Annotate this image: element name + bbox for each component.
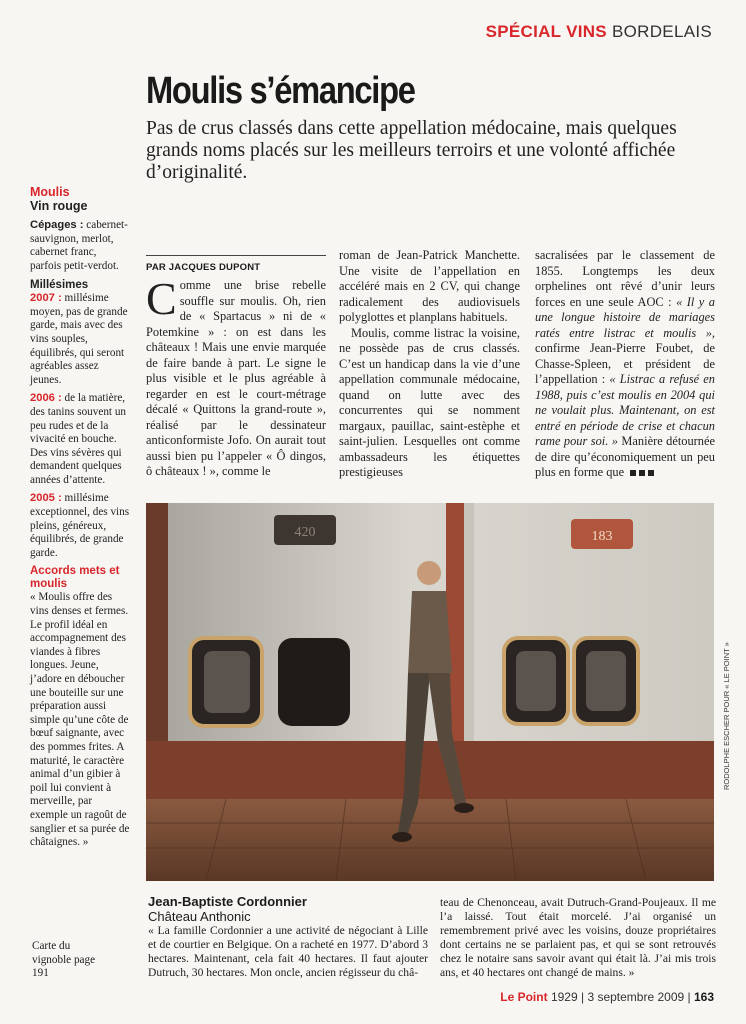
article-col3-b: , confirme Jean-Pierre Foubet, de Chasse-Spleen, et président de l’appellation : bbox=[535, 325, 715, 386]
vintage-year: 2005 : bbox=[30, 492, 62, 505]
byline-rule bbox=[146, 255, 326, 256]
footer-page: 163 bbox=[693, 990, 714, 1004]
standfirst: Pas de crus classés dans cette appellation médocaine, mais quelques grands noms placés sur les meilleurs terroirs et une volonté affichée d’originalité. bbox=[146, 118, 677, 183]
vintage-2005 bbox=[30, 492, 130, 560]
footer-brand: Le Point bbox=[500, 990, 548, 1004]
plaque-right-text: 183 bbox=[591, 529, 613, 544]
section-header bbox=[486, 22, 712, 42]
photo-credit: RODOLPHE ESCHER POUR « LE POINT » bbox=[722, 642, 731, 790]
accords-title: Accords mets et moulis bbox=[30, 565, 120, 591]
caption-name: Jean-Baptiste Cordonnier bbox=[148, 894, 307, 909]
quote-2: « Listrac a refusé en 1988, puis c’est moulis en 2004 qui ne voulait plus. Maintenant, on est entré en période de crise et chacun rame pour soi. » bbox=[535, 372, 715, 448]
section-special: SPÉCIAL VINS bbox=[485, 22, 607, 41]
article-column-2 bbox=[339, 248, 520, 481]
accords-text: « Moulis offre des vins denses et fermes. Le profil idéal en accompagnement des viandes à fibres longues. Jeune, j’adore en déboucher une bouteille sur une préparation aussi simple qu’une côte de bœuf saignante, avec des pommes frites. A maturité, le caractère animal d’un gibier à poil lui convient à merveille, par exemple un ragoût de sanglier et sa purée de châtaignes. » bbox=[30, 591, 130, 849]
sidebar-title-red: Moulis bbox=[30, 185, 70, 199]
millesimes-label: Millésimes bbox=[30, 278, 89, 291]
headline: Moulis s’émancipe bbox=[146, 70, 415, 112]
carte-reference: Carte du vignoble page 191 bbox=[32, 940, 96, 980]
vintage-text: millésime moyen, pas de grande garde, mais avec des vins souples, équilibrés, qui seront agréables assez jeunes. bbox=[30, 292, 128, 386]
article-col3-a: sacralisées par le classement de 1855. Longtemps les deux orphelines ont rêvé d’unir leurs forces en une seule AOC : bbox=[535, 248, 715, 309]
article-col2-p2: Moulis, comme listrac la voisine, ne possède pas de crus classés. C’est un handicap dans la vie d’une appellation communale médocaine, quand on lutte avec des concurrentes qui se nomment margaux, pauillac, saint-estèphe et saint-julien. Lesquelles ont comme ambassadeurs les étiquettes prestigieuses bbox=[339, 325, 520, 479]
vintage-year: 2007 : bbox=[30, 292, 62, 305]
section-region: BORDELAIS bbox=[611, 22, 712, 41]
article-col2-p1: roman de Jean-Patrick Manchette. Une visite de l’appellation en accéléré mais en 2 CV, qui change radicalement des audiovisuels polyglottes et planplans habituels. bbox=[339, 248, 520, 324]
caption-chateau: Château Anthonic bbox=[148, 909, 251, 924]
article-col1-text: omme une brise rebelle souffle sur moulis. Oh, rien de « Spartacus » ni de « Potemkine » : on est dans les châteaux ! Mais une envie marquée de faire bande à part. Le signe le plus visible et le plus agréable à regarder en est le court-métrage décalé « Quittons la grand-route », réalisé par le dessinateur anticonformiste Jofo. On aurait tout aussi bien pu l’appeler « Ô dingos, ô châteaux ! », comme le bbox=[146, 278, 326, 478]
article-column-1 bbox=[146, 273, 326, 480]
winery-photo bbox=[146, 503, 714, 881]
cepages-text: cabernet-sauvignon, merlot, cabernet franc, parfois petit-verdot. bbox=[30, 219, 128, 272]
photo-illustration bbox=[146, 503, 714, 881]
cepages bbox=[30, 219, 130, 273]
end-mark-icon bbox=[630, 470, 656, 476]
footer-date: 3 septembre 2009 bbox=[587, 990, 685, 1004]
plaque-left-text: 420 bbox=[294, 525, 316, 540]
page-footer: Le Point 1929 | 3 septembre 2009 | 163 bbox=[500, 990, 714, 1004]
vintage-2007 bbox=[30, 292, 130, 387]
footer-issue: 1929 bbox=[550, 990, 578, 1004]
caption-column-2: teau de Chenonceau, avait Dutruch-Grand-Poujeaux. Il me l’a laissé. Tout était morcelé. J’ai organisé un remembrement privé avec les voisins, douze propriétaires dont certains ne se parlaient pas, et qui se sont retrouvés chez le notaire sans savoir avant qui était là. J’ai mis trois ans, et 40 hectares ont changé de mains. » bbox=[440, 896, 716, 979]
article-col3-c: Manière détournée de dire qu’économiquement un peu plus en forme que bbox=[535, 434, 715, 479]
vintage-text: millésime exceptionnel, des vins pleins, généreux, équilibrés, de grande garde. bbox=[30, 492, 130, 559]
dropcap: C bbox=[146, 273, 177, 324]
sidebar-box bbox=[30, 186, 130, 855]
vintage-2006 bbox=[30, 392, 130, 487]
caption-column-1: « La famille Cordonnier a une activité de négociant à Lille et de courtier en Belgique. On a racheté en 1977. D’abord 3 hectares. Maintenant, cela fait 40 hectares. Il faut ajouter Dutruch, 30 hectares. Mon oncle, ancien régisseur du châ- bbox=[148, 924, 428, 979]
cepages-label: Cépages : bbox=[30, 219, 84, 232]
quote-1: « Il y a une longue histoire de mariages ratés entre listrac et moulis » bbox=[535, 294, 715, 340]
article-column-3 bbox=[535, 248, 715, 481]
vintage-text: de la matière, des tanins souvent un peu rudes et de la vivacité en bouche. Des vins sévères qui demandent quelques années d’attente. bbox=[30, 392, 127, 486]
byline: PAR JACQUES DUPONT bbox=[146, 262, 261, 273]
sidebar-title-black: Vin rouge bbox=[30, 198, 88, 213]
vintage-year: 2006 : bbox=[30, 392, 62, 405]
